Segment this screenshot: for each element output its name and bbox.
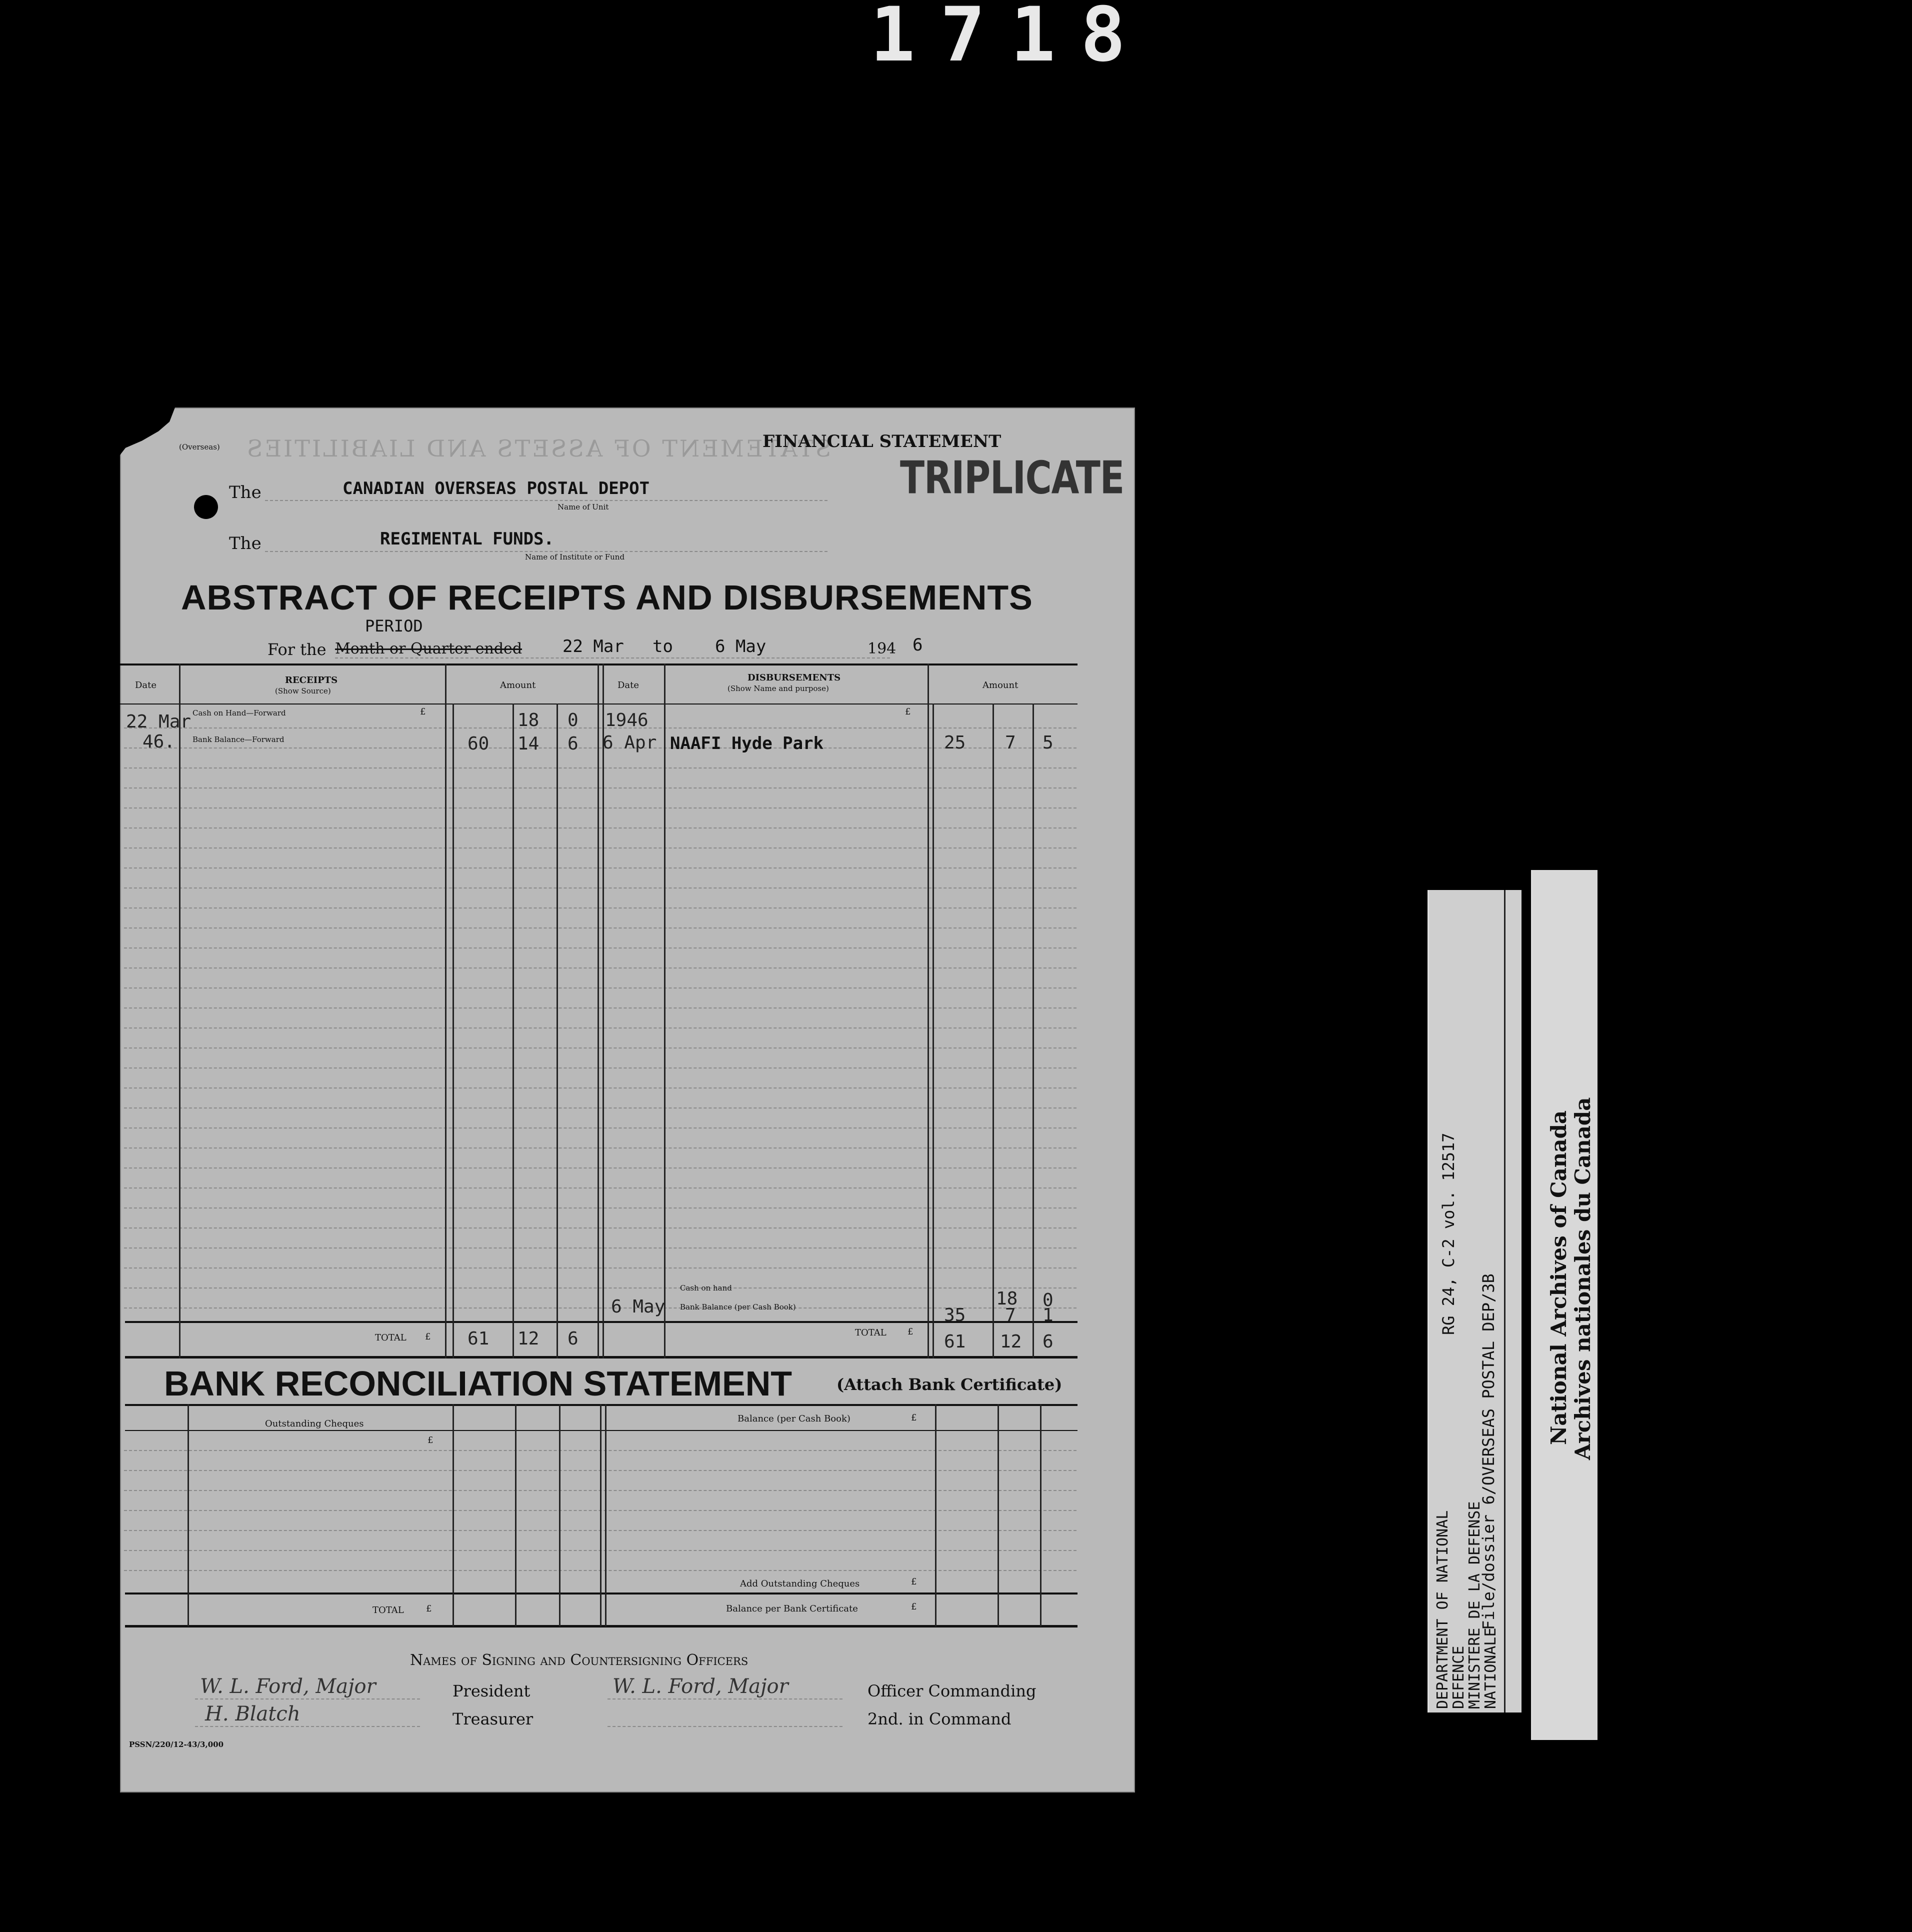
receipts-total-pounds: 61 (468, 1328, 490, 1349)
officer-commanding-label: Officer Commanding (868, 1682, 1036, 1700)
receipt-row1-label: Cash on Hand—Forward (192, 708, 286, 718)
receipt-row2-date: 46. (142, 732, 176, 752)
archive-dept-line1: DEPARTMENT OF NATIONAL (1434, 1510, 1452, 1709)
president-signature: W. L. Ford, Major (200, 1675, 376, 1698)
abstract-title: ABSTRACT OF RECEIPTS AND DISBURSEMENTS (181, 578, 1033, 617)
struck-month-quarter: Month or Quarter ended (335, 640, 522, 658)
triplicate-stamp: TRIPLICATE (900, 451, 1124, 504)
the-label-1: The (229, 482, 262, 502)
archive-dept-line4: NATIONALE (1482, 1628, 1500, 1709)
balance-cash-book-label: Balance (per Cash Book) (738, 1414, 850, 1424)
disbursements-total-pence: 6 (1042, 1332, 1054, 1352)
receipts-total-label: TOTAL (375, 1332, 406, 1343)
archive-dept-line2: DEFENCE (1450, 1646, 1468, 1709)
receipts-total-pound-sign: £ (425, 1332, 431, 1342)
punch-hole (194, 495, 218, 519)
receipts-source-header: (Show Source) (275, 686, 331, 696)
the-label-2: The (229, 534, 262, 554)
archive-dept-line3: MINISTERE DE LA DEFENSE (1466, 1501, 1484, 1709)
disbursements-amount-header: Amount (982, 680, 1018, 690)
disbursements-total-shillings: 12 (1000, 1332, 1022, 1352)
bank-balance-pounds: 35 (944, 1305, 966, 1326)
disbursements-header: DISBURSEMENTS (748, 672, 841, 683)
recon-pound-sign-5: £ (911, 1602, 917, 1612)
receipts-header: RECEIPTS (285, 675, 338, 686)
archive-file-line: File/dossier 6/OVERSEAS POSTAL DEP/3B (1479, 1274, 1498, 1630)
torn-corner (120, 408, 175, 455)
overseas-tag: (Overseas) (179, 442, 220, 452)
period-to-word: to (652, 636, 673, 656)
oc-signature: W. L. Ford, Major (612, 1675, 788, 1698)
recon-total-label: TOTAL (372, 1605, 404, 1616)
cash-on-hand-label: Cash on hand (680, 1284, 732, 1292)
disbursements-total-label: TOTAL (855, 1328, 886, 1338)
bank-balance-pence: 1 (1042, 1305, 1054, 1326)
disbursement-row2-pounds: 25 (944, 732, 966, 753)
archive-reference-label (1428, 890, 1522, 1712)
receipts-total-pence: 6 (568, 1328, 578, 1349)
disbursement-row2-desc: NAAFI Hyde Park (670, 734, 824, 754)
receipt-row2-shillings: 14 (518, 734, 540, 754)
archive-nac-english: National Archives of Canada (1546, 1110, 1571, 1445)
receipt-row1-date: 22 Mar (126, 712, 192, 732)
financial-statement-form (120, 408, 1135, 1792)
disbursement-row2-shillings: 7 (1005, 732, 1016, 753)
disbursements-sub-header: (Show Name and purpose) (728, 684, 829, 693)
disbursement-row1-date: 1946 (605, 710, 648, 730)
period-word: PERIOD (365, 616, 423, 636)
fund-name: REGIMENTAL FUNDS. (380, 529, 554, 549)
recon-pound-sign-4: £ (426, 1604, 432, 1614)
treasurer-signature: H. Blatch (205, 1702, 300, 1726)
microfilm-frame-number: 1718 (870, 0, 1151, 78)
bank-balance-shillings: 7 (1005, 1305, 1016, 1326)
archive-rg-line: RG 24, C-2 vol. 12517 (1439, 1132, 1458, 1335)
attach-bank-certificate: (Attach Bank Certificate) (836, 1375, 1062, 1394)
cash-on-hand-shillings: 18 (996, 1288, 1018, 1309)
national-archives-label (1531, 870, 1598, 1740)
fund-caption: Name of Institute or Fund (525, 552, 625, 562)
disbursements-date-header: Date (618, 680, 640, 690)
second-in-command-label: 2nd. in Command (868, 1710, 1012, 1728)
add-outstanding-label: Add Outstanding Cheques (740, 1578, 860, 1589)
bank-balance-date: 6 May (611, 1296, 666, 1317)
period-from: 22 Mar (562, 636, 624, 656)
receipt-row2-pounds: 60 (468, 734, 490, 754)
bank-reconciliation-title: BANK RECONCILIATION STATEMENT (164, 1364, 792, 1403)
year-prefix: 194 (868, 640, 896, 658)
receipts-date-header: Date (135, 680, 157, 690)
president-label: President (452, 1682, 530, 1700)
receipts-total-shillings: 12 (518, 1328, 540, 1349)
receipt-row1-pence: 0 (568, 710, 578, 730)
recon-pound-sign-3: £ (911, 1576, 917, 1587)
treasurer-label: Treasurer (452, 1710, 534, 1728)
unit-name: CANADIAN OVERSEAS POSTAL DEPOT (342, 478, 650, 498)
balance-bank-cert-label: Balance per Bank Certificate (726, 1604, 858, 1614)
bank-balance-label: Bank Balance (per Cash Book) (680, 1302, 796, 1312)
receipt-row2-label: Bank Balance—Forward (192, 735, 284, 744)
bleed-through-heading: STATEMENT OF ASSETS AND LIABILITIES (245, 435, 832, 462)
for-the-label: For the (268, 640, 326, 659)
receipts-pound-sign: £ (420, 706, 426, 717)
receipts-amount-header: Amount (500, 680, 536, 690)
disbursement-row2-date: 6 Apr (602, 732, 657, 753)
recon-pound-sign-1: £ (428, 1435, 434, 1446)
disbursements-pound-sign: £ (905, 706, 911, 717)
receipt-row2-pence: 6 (568, 734, 578, 754)
period-to: 6 May (715, 636, 766, 656)
recon-pound-sign-2: £ (911, 1412, 917, 1423)
form-number: PSSN/220/12-43/3,000 (129, 1740, 224, 1749)
outstanding-cheques-label: Outstanding Cheques (265, 1418, 364, 1429)
disbursements-total-pounds: 61 (944, 1332, 966, 1352)
financial-statement-heading: FINANCIAL STATEMENT (762, 432, 1002, 452)
disbursement-row2-pence: 5 (1042, 732, 1054, 753)
year-digit: 6 (912, 635, 923, 655)
archive-nac-french: Archives nationales du Canada (1570, 1097, 1595, 1460)
disbursements-total-pound-sign: £ (908, 1326, 914, 1337)
cash-on-hand-pence: 0 (1042, 1290, 1054, 1310)
unit-caption: Name of Unit (558, 502, 609, 512)
officers-heading: Names of Signing and Countersigning Officers (410, 1652, 748, 1669)
receipt-row1-shillings: 18 (518, 710, 540, 730)
